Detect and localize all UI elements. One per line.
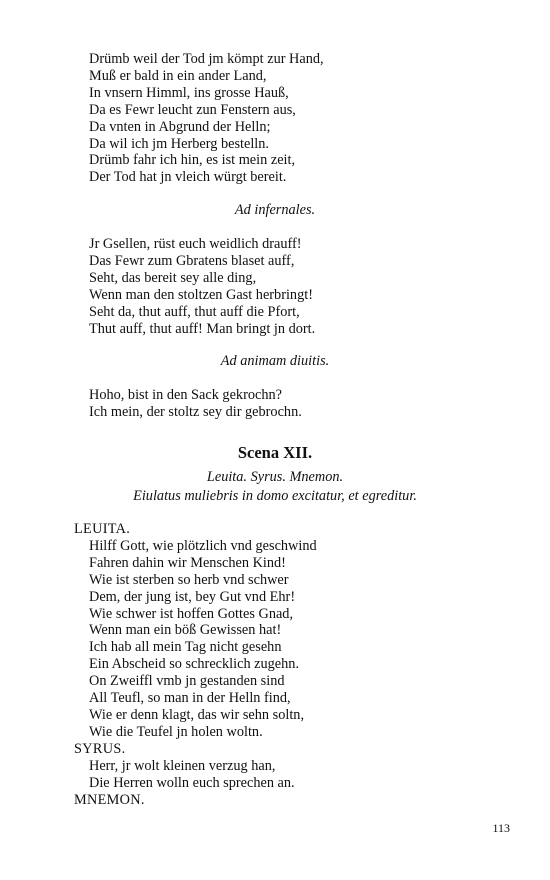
dialogue-line: Ich hab all mein Tag nicht gesehn xyxy=(89,639,282,656)
page-number: 113 xyxy=(492,821,510,835)
dialogue-line: Dem, der jung ist, bey Gut vnd Ehr! xyxy=(89,588,296,605)
verse-line: Da wil ich jm Herberg bestelln. xyxy=(89,135,269,152)
stage-direction-2: Ad animam diuitis. xyxy=(220,353,330,369)
dialogue-line: Wie ist sterben so herb vnd schwer xyxy=(89,571,289,588)
scene-direction: Eiulatus muliebris in domo excitatur, et egreditur. xyxy=(133,488,417,504)
dialogue-line: Wie schwer ist hoffen Gottes Gnad, xyxy=(89,605,294,622)
verse-line: Muß er bald in ein ander Land, xyxy=(89,67,267,84)
dialogue-line: All Teufl, so man in der Helln find, xyxy=(89,690,291,707)
dialogue-line: Die Herren wolln euch sprechen an. xyxy=(89,774,295,791)
verse-line: Der Tod hat jn vleich würgt bereit. xyxy=(89,169,287,186)
verse-line: Drümb fahr ich hin, es ist mein zeit, xyxy=(89,152,296,169)
verse-line: Da es Fewr leucht zun Fenstern aus, xyxy=(89,101,296,118)
dialogue-line: Wie er denn klagt, das wir sehn soltn, xyxy=(89,706,305,723)
verse-line: Thut auff, thut auff! Man bringt jn dort. xyxy=(89,320,316,337)
verse-block-2 xyxy=(89,236,315,337)
verse-line: Da vnten in Abgrund der Helln; xyxy=(89,118,271,135)
verse-line: Jr Gsellen, rüst euch weidlich drauff! xyxy=(89,236,302,252)
dialogue-line: Ein Abscheid so schrecklich zugehn. xyxy=(89,656,300,673)
verse-line: Das Fewr zum Gbratens blaset auff, xyxy=(89,252,295,269)
speaker-name: LEUITA. xyxy=(74,521,131,537)
verse-line: Wenn man den stoltzen Gast herbringt! xyxy=(89,286,313,303)
scene-persons: Leuita. Syrus. Mnemon. xyxy=(206,469,344,485)
verse-block-1 xyxy=(89,51,324,186)
verse-line: Hoho, bist in den Sack gekrochn? xyxy=(89,387,282,403)
verse-line: Seht da, thut auff, thut auff die Pfort, xyxy=(89,303,300,320)
scene-title: Scena XII. xyxy=(237,443,313,462)
verse-line: Seht, das bereit sey alle ding, xyxy=(89,269,257,286)
dialogue-line: Wenn man ein böß Gewissen hat! xyxy=(89,622,282,639)
speaker-name: SYRUS. xyxy=(74,740,126,757)
stage-direction-1: Ad infernales. xyxy=(234,202,316,218)
speaker-name: MNEMON. xyxy=(74,791,145,808)
dialogue-block xyxy=(74,521,317,808)
verse-block-3 xyxy=(89,387,302,421)
dialogue-line: On Zweiffl vmb jn gestanden sind xyxy=(89,673,285,690)
verse-line: Drümb weil der Tod jm kömpt zur Hand, xyxy=(89,51,324,67)
dialogue-line: Hilff Gott, wie plötzlich vnd geschwind xyxy=(89,537,317,554)
dialogue-line: Herr, jr wolt kleinen verzug han, xyxy=(89,757,276,774)
dialogue-line: Wie die Teufel jn holen woltn. xyxy=(89,723,263,740)
verse-line: Ich mein, der stoltz sey dir gebrochn. xyxy=(89,403,302,420)
dialogue-line: Fahren dahin wir Menschen Kind! xyxy=(89,554,286,571)
verse-line: In vnsern Himml, ins grosse Hauß, xyxy=(89,84,289,101)
